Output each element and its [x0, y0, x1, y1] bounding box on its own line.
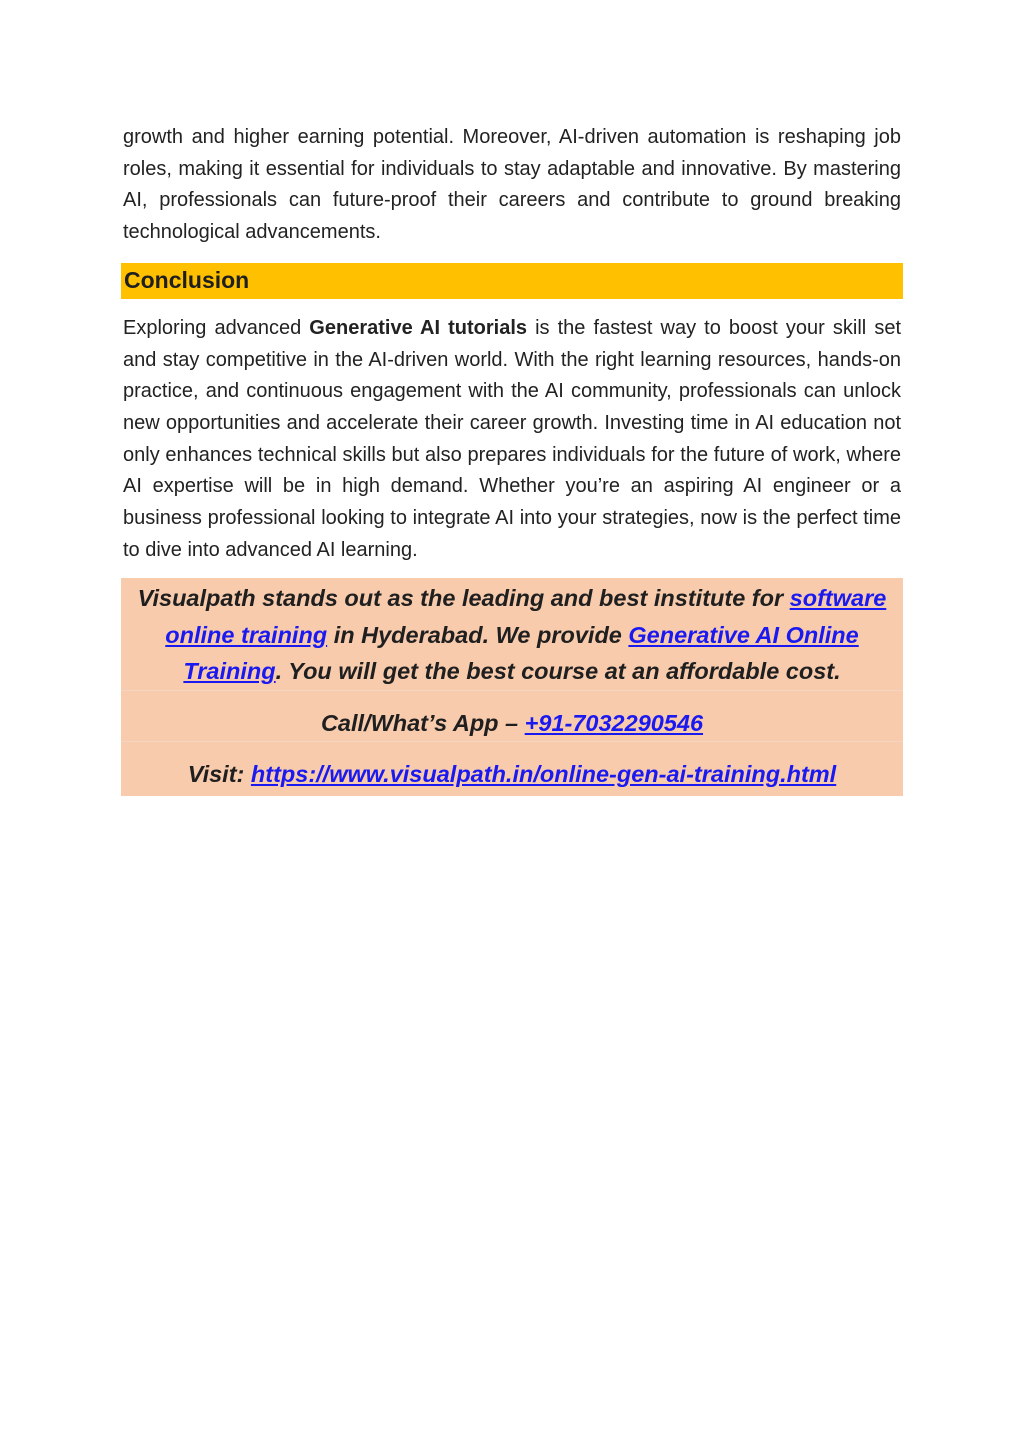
conclusion-text-after: is the fastest way to boost your skill set and stay competitive in the AI-driven world. With the right learning resources, hands-on practice, and continuous engagement with the AI community, professionals can unlock new opportunities and accelerate their career growth. Investing time in AI education not only enhances technical skills but also prepares individuals for the future of work, where AI expertise will be in high demand. Whether you’re an aspiring AI engineer or a business professional looking to integrate AI into your strategies, now is the perfect time to dive into advanced AI learning. [123, 316, 902, 561]
promo-divider [121, 690, 903, 691]
promo-visit-line [125, 756, 899, 792]
promo-text [125, 580, 899, 690]
promo-text-3: . You will get the best course at an affordable cost. [275, 658, 841, 685]
generative-ai-online-training-link[interactable]: Generative AI Online Training [183, 621, 859, 685]
conclusion-heading-bar [121, 263, 903, 299]
promo-text-1: Visualpath stands out as the leading and best institute for [137, 585, 790, 612]
website-link[interactable]: https://www.visualpath.in/online-gen-ai-training.html [250, 760, 837, 787]
conclusion-bold-text: Generative AI tutorials [309, 316, 528, 339]
conclusion-paragraph [123, 313, 901, 567]
conclusion-heading: Conclusion [124, 267, 250, 294]
intro-paragraph: growth and higher earning potential. Moreover, AI-driven automation is reshaping job roles, making it essential for individuals to stay adaptable and innovative. By mastering AI, professionals can future-proof their careers and contribute to ground breaking technological advancements. [123, 126, 901, 244]
promo-text-2: in Hyderabad. We provide [327, 621, 629, 648]
visit-label: Visit: [187, 760, 251, 787]
software-online-training-link[interactable]: software online training [165, 585, 887, 648]
promo-divider [121, 741, 903, 742]
phone-link[interactable]: +91-7032290546 [524, 709, 704, 736]
promo-box [121, 578, 903, 796]
promo-call-line [125, 705, 899, 741]
call-label: Call/What’s App – [320, 709, 525, 736]
document-page [123, 122, 901, 796]
conclusion-text-before: Exploring advanced [123, 316, 310, 339]
